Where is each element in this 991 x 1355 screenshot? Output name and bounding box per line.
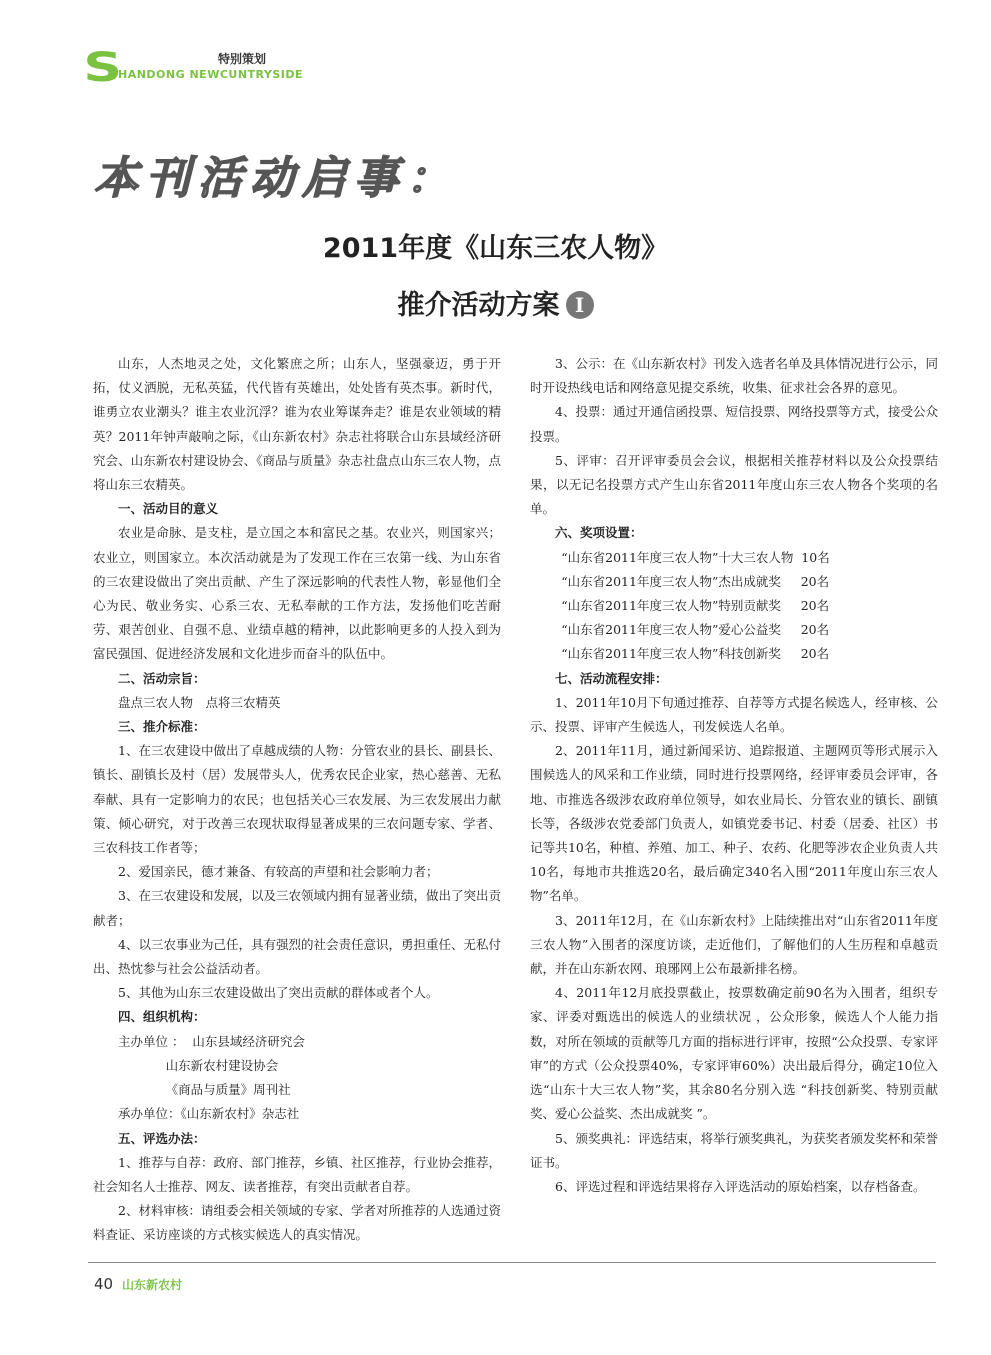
paragraph: 3、2011年12月，在《山东新农村》上陆续推出对“山东省2011年度三农人物”入围者的深度访谈，走近他们，了解他们的人生历程和卓越贡献，并在山东新农网、琅琊网上公布最新排名榜。 bbox=[530, 912, 938, 977]
section-title: 特别策划 bbox=[218, 52, 267, 66]
award-item: “山东省2011年度三农人物”爱心公益奖 20名 bbox=[561, 622, 830, 638]
award-item: “山东省2011年度三农人物”十大三农人物 10名 bbox=[561, 549, 830, 565]
paragraph: 3、在三农建设和发展，以及三农领域内拥有显著业绩，做出了突出贡献者； bbox=[93, 888, 501, 928]
section-heading: 一、活动目的意义 bbox=[118, 501, 219, 517]
org-line: 《商品与质量》周刊社 bbox=[118, 1082, 291, 1098]
award-item: “山东省2011年度三农人物”特别贡献奖 20名 bbox=[561, 598, 830, 614]
magazine-header bbox=[83, 45, 304, 91]
award-item: “山东省2011年度三农人物”科技创新奖 20名 bbox=[561, 646, 830, 662]
footer-logo: 山东新农村 bbox=[122, 1278, 183, 1292]
paragraph: 6、评选过程和评选结果将存入评选活动的原始档案，以存档备查。 bbox=[555, 1178, 926, 1194]
paragraph: 5、其他为山东三农建设做出了突出贡献的群体或者个人。 bbox=[118, 985, 439, 1001]
article-subtitle: 推介活动方案 Ⅰ bbox=[0, 283, 991, 322]
paragraph: 2、2011年11月，通过新闻采访、追踪报道、主题网页等形式展示入围候选人的风采和工作业绩，同时进行投票网络，经评审委员会评审，各地、市推选各级涉农政府单位领导，如农业局长、分管农业的镇长、副镇长等，各级涉农党委部门负责人，如镇党委书记、村委（居委、社区）书记等共10名，种植、养殖、加工、种子、农药、化肥等涉农企业负责人共10名，每地市共推选20名，最后确定340名入围“2011年度山东三农人物”名单。 bbox=[530, 743, 938, 904]
paragraph: 盘点三农人物 点将三农精英 bbox=[118, 694, 281, 710]
paragraph: 4、以三农事业为己任，具有强烈的社会责任意识，勇担重任、无私付出、热忱参与社会公益活动者。 bbox=[93, 936, 501, 977]
intro-paragraph: 山东，人杰地灵之处，文化繁庶之所；山东人，坚强豪迈，勇于开拓，仗义洒脱，无私英猛，代代皆有英雄出，处处皆有英杰事。新时代，谁勇立农业潮头？谁主农业沉浮？谁为农业筹谋奔走？谁是农业领域的精英？2011年钟声敲响之际，《山东新农村》杂志社将联合山东县域经济研究会、山东新农村建设协会、《商品与质量》杂志社盘点山东三农人物，点将山东三农精英。 bbox=[93, 356, 501, 493]
paragraph: 2、材料审核：请组委会相关领域的专家、学者对所推荐的人选通过资料查证、采访座谈的方式核实候选人的真实情况。 bbox=[93, 1203, 501, 1243]
section-heading: 六、奖项设置： bbox=[555, 525, 643, 541]
page-number: 40 bbox=[94, 1275, 114, 1293]
right-column bbox=[530, 352, 938, 1199]
org-line: 主办单位 ： 山东县域经济研究会 bbox=[118, 1033, 305, 1049]
left-column bbox=[93, 352, 501, 1248]
org-line: 承办单位：《山东新农村》杂志社 bbox=[118, 1106, 300, 1122]
paragraph: 5、颁奖典礼：评选结束，将举行颁奖典礼，为获奖者颁发奖杯和荣誉证书。 bbox=[530, 1130, 938, 1170]
paragraph: 1、在三农建设中做出了卓越成绩的人物：分管农业的县长、副县长、镇长、副镇长及村（居）发展带头人，优秀农民企业家，热心慈善、无私奉献、具有一定影响力的农民；也包括关心三农发展、为三农发展出力献策、倾心研究，对于改善三农现状取得显著成果的三农问题专家、学者、三农科技工作者等； bbox=[93, 743, 501, 856]
article-title: 2011年度《山东三农人物》 bbox=[322, 233, 669, 264]
paragraph: 1、2011年10月下旬通过推荐、自荐等方式提名候选人，经审核、公示、投票、评审产生候选人，刊发候选人名单。 bbox=[530, 694, 938, 735]
paragraph: 4、2011年12月底投票截止，按票数确定前90名为入围者，组织专家、评委对甄选出的候选人的业绩状况 ，公众形象，候选人个人能力指数，对所在领域的贡献等几方面的指标进行评审，按照“公众投票、专家评审”的方式（公众投票40%，专家评审60%）决出最后得分，确定10位入选“山东十大三农人物”奖，其余80名分别入选 “科技创新奖、特别贡献奖、爱心公益奖、杰出成就奖 ”。 bbox=[530, 985, 938, 1122]
section-heading: 五、评选办法： bbox=[118, 1130, 206, 1146]
section-heading: 二、活动宗旨： bbox=[118, 670, 206, 686]
section-heading: 三、推介标准： bbox=[118, 719, 206, 735]
paragraph: 4、投票：通过开通信函投票、短信投票、网络投票等方式，接受公众投票。 bbox=[530, 404, 938, 444]
paragraph: 2、爱国亲民，德才兼备、有较高的声望和社会影响力者； bbox=[118, 864, 439, 880]
org-line: 山东新农村建设协会 bbox=[118, 1057, 279, 1073]
magazine-subtitle: HANDONG NEWCUNTRYSIDE bbox=[118, 68, 304, 81]
award-item: “山东省2011年度三农人物”杰出成就奖 20名 bbox=[561, 573, 830, 589]
section-heading: 四、组织机构： bbox=[118, 1009, 206, 1025]
paragraph: 5、评审：召开评审委员会会议，根据相关推荐材料以及公众投票结果，以无记名投票方式产生山东省2011年度山东三农人物各个奖项的名单。 bbox=[530, 452, 938, 517]
banner-title: 本刊活动启事： bbox=[94, 153, 458, 204]
footer-divider bbox=[88, 1262, 936, 1263]
paragraph: 1、推荐与自荐：政府、部门推荐，乡镇、社区推荐，行业协会推荐，社会知名人士推荐、网友、读者推荐，有突出贡献者自荐。 bbox=[93, 1154, 501, 1194]
paragraph: 农业是命脉、是支柱，是立国之本和富民之基。农业兴，则国家兴；农业立，则国家立。本次活动就是为了发现工作在三农第一线、为山东省的三农建设做出了突出贡献、产生了深远影响的代表性人物，彰显他们全心为民、敬业务实、心系三农、无私奉献的工作方法，发扬他们吃苦耐劳、艰苦创业、自强不息、业绩卓越的精神，以此影响更多的人投入到为富民强国、促进经济发展和文化进步而奋斗的队伍中。 bbox=[93, 525, 501, 662]
section-heading: 七、活动流程安排： bbox=[555, 670, 668, 686]
paragraph: 3、公示：在《山东新农村》刊发入选者名单及具体情况进行公示，同时开设热线电话和网络意见提交系统，收集、征求社会各界的意见。 bbox=[530, 356, 938, 396]
magazine-logo: S bbox=[83, 45, 120, 91]
roman-numeral-badge: Ⅰ bbox=[566, 291, 594, 319]
